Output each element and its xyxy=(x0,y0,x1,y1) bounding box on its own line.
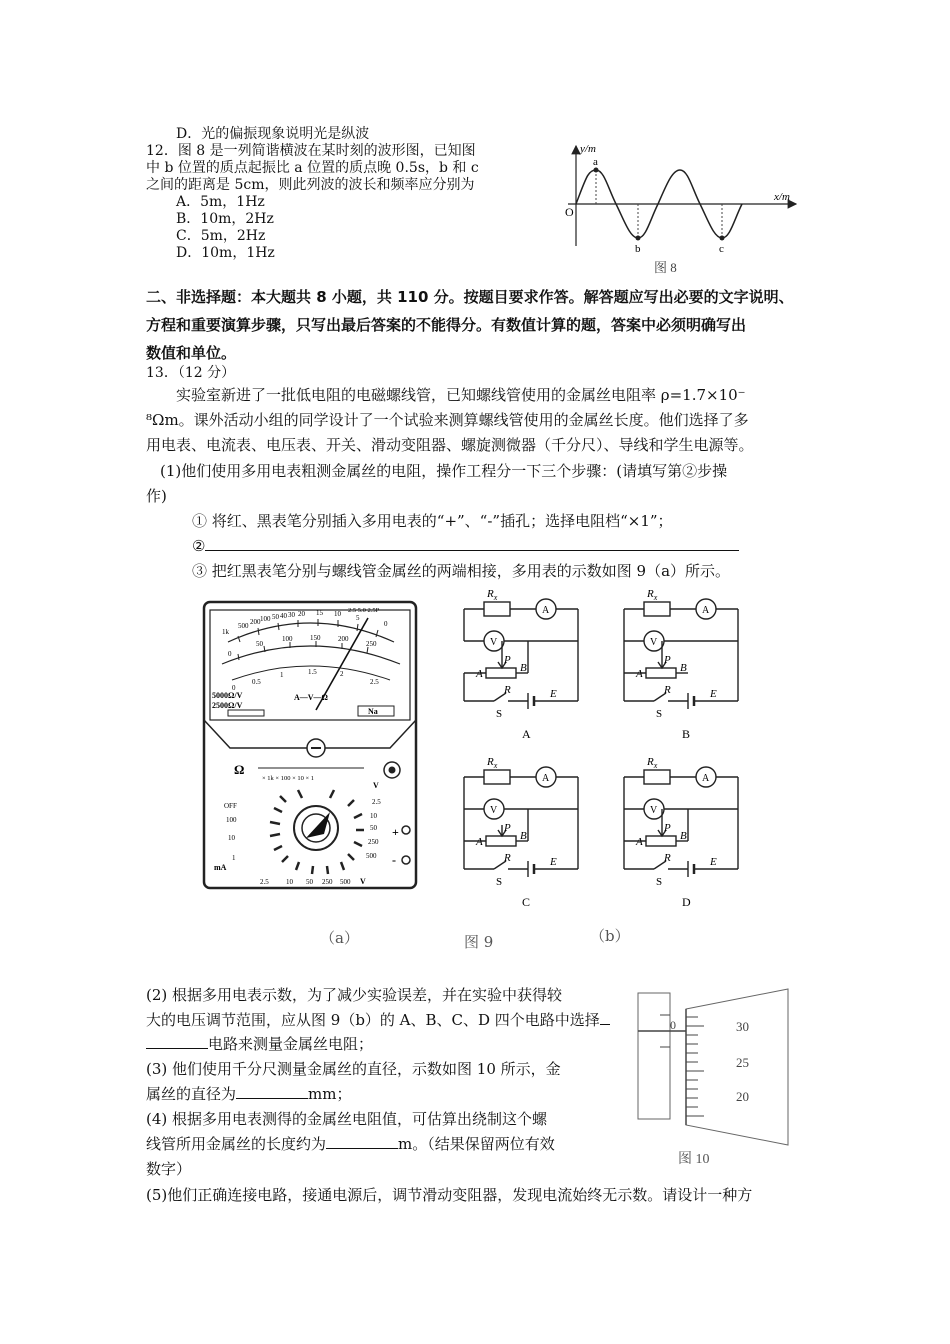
diameter-blank[interactable] xyxy=(236,1085,308,1099)
circuit-b xyxy=(624,588,738,741)
q12-stem-line-1: 12．图 8 是一列简谐横波在某时刻的波形图，已知图 xyxy=(146,143,476,159)
d-s-label: S xyxy=(656,876,663,888)
d-end-a-label: A xyxy=(636,836,643,848)
c-s-label: S xyxy=(496,876,503,888)
a-slider-label: P xyxy=(504,654,511,666)
circuit-choice-blank[interactable] xyxy=(146,1035,208,1049)
q13-step3: ③ 把红黑表笔分别与螺线管金属丝的两端相接，多用表的示数如图 9（a）所示。 xyxy=(192,562,731,580)
fig9-sub-a: （a） xyxy=(320,929,359,947)
rating-2500: 2500Ω/V xyxy=(212,701,243,710)
origin-label: O xyxy=(565,205,574,219)
plus-terminal-label: + xyxy=(392,825,399,839)
q13-part3-2-text: 属丝的直径为 xyxy=(146,1085,237,1103)
circuit-c-label: C xyxy=(522,895,531,909)
q12-option-c: C．5m，2Hz xyxy=(176,228,266,244)
mid-tick-200: 200 xyxy=(338,635,349,643)
ohm-tick-15: 15 xyxy=(316,609,323,617)
a-ammeter-label: A xyxy=(542,605,550,616)
a-rx-label: $R_x$ xyxy=(487,588,498,602)
ohm-tick-500: 500 xyxy=(238,622,249,630)
ohm-tick-0: 0 xyxy=(384,620,388,628)
q13-step1: ① 将红、黑表笔分别插入多用电表的“+”、“-”插孔；选择电阻档“×1”； xyxy=(192,512,673,530)
ohm-tick-30: 30 xyxy=(288,611,295,619)
c-voltmeter-label: V xyxy=(490,805,498,816)
low-tick-0-5: 0.5 xyxy=(252,678,261,686)
c-rx-label: $R_x$ xyxy=(487,756,498,770)
q11-option-d: D．光的偏振现象说明光是纵波 xyxy=(176,126,370,142)
q12-stem-line-3: 之间的距离是 5cm，则此列波的波长和频率应分别为 xyxy=(146,177,475,193)
length-blank[interactable] xyxy=(326,1135,398,1149)
q13-part5: (5)他们正确连接电路，接通电源后，调节滑动变阻器，发现电流始终无示数。请设计一种方 xyxy=(146,1186,753,1204)
figure-9b-circuits xyxy=(456,583,756,913)
step2-answer-blank[interactable] xyxy=(205,537,739,551)
q13-header: 13．（12 分） xyxy=(146,365,236,381)
q13-part1-1: (1)他们使用多用电表粗测金属丝的电阻，操作工程分一下三个步骤：(请填写第②步操 xyxy=(160,462,728,480)
c-slider-label: P xyxy=(504,822,511,834)
point-b xyxy=(636,236,641,241)
q13-part3-2-unit: mm； xyxy=(308,1085,352,1103)
q13-part2-2-text: 大的电压调节范围，应从图 9（b）的 A、B、C、D 四个电路中选择 xyxy=(146,1011,600,1029)
figure-8-wave xyxy=(548,138,804,278)
low-tick-0: 0 xyxy=(232,684,236,692)
right-label-10: 10 xyxy=(370,812,377,820)
ohm-tick-200: 200 xyxy=(250,618,261,626)
q12-option-b: B．10m，2Hz xyxy=(176,211,274,227)
ohm-tick-100: 100 xyxy=(260,615,271,623)
mid-tick-250: 250 xyxy=(366,640,377,648)
low-tick-2-5: 2.5 xyxy=(370,678,379,686)
x-axis-label: x/m xyxy=(774,191,790,203)
b-end-b-label: B xyxy=(680,662,687,674)
label-c: c xyxy=(719,243,724,255)
b-e-label: E xyxy=(710,688,717,700)
q13-part2-2 xyxy=(146,1010,610,1030)
fig10-zero: 0 xyxy=(670,1018,676,1032)
fig9-sub-b: （b） xyxy=(590,927,630,945)
v-unit-top: V xyxy=(373,781,379,790)
left-label-100: 100 xyxy=(226,816,237,824)
bottom-label-250: 250 xyxy=(322,878,333,886)
label-a: a xyxy=(593,156,598,168)
low-tick-1: 1 xyxy=(280,671,284,679)
bottom-label-2-5: 2.5 xyxy=(260,878,269,886)
ma-unit: mA xyxy=(214,863,227,872)
right-label-500: 500 xyxy=(366,852,377,860)
minus-terminal[interactable] xyxy=(402,856,410,864)
ohm-tick-20: 20 xyxy=(298,610,305,618)
figure-10-micrometer xyxy=(628,985,808,1171)
b-ammeter-label: A xyxy=(702,605,710,616)
q13-part4-3: 数字） xyxy=(146,1160,192,1178)
ohm-tick-10: 10 xyxy=(334,610,341,618)
top-right-ticks: 2.5 5.0 2.5P xyxy=(348,607,380,614)
mid-tick-0: 0 xyxy=(228,650,232,658)
q13-part3-2 xyxy=(146,1084,351,1104)
point-a xyxy=(594,168,599,173)
a-s-label: S xyxy=(496,708,503,720)
ohm-tick-50: 50 xyxy=(272,613,279,621)
v-unit-bottom: V xyxy=(360,877,366,886)
q13-step2 xyxy=(192,536,739,556)
figure-9a-multimeter xyxy=(198,598,422,894)
c-end-a-label: A xyxy=(476,836,483,848)
circuit-a xyxy=(464,588,578,741)
section2-line-3: 数值和单位。 xyxy=(146,344,237,362)
fig10-caption: 图 10 xyxy=(678,1152,710,1167)
right-label-250: 250 xyxy=(368,838,379,846)
circuit-d xyxy=(624,756,738,909)
bottom-label-50: 50 xyxy=(306,878,313,886)
circuit-a-label: A xyxy=(522,727,531,741)
omega-symbol: Ω xyxy=(234,762,245,777)
mid-tick-150: 150 xyxy=(310,634,321,642)
fig10-tick-25: 25 xyxy=(736,1055,749,1070)
q13-part3-1: (3) 他们使用千分尺测量金属丝的直径，示数如图 10 所示，金 xyxy=(146,1060,561,1078)
b-r-label: R xyxy=(664,684,671,696)
q13-intro-2: ⁸Ωm。课外活动小组的同学设计了一个试验来测算螺线管使用的金属丝长度。他们选择了多 xyxy=(146,411,749,429)
d-end-b-label: B xyxy=(680,830,687,842)
q12-option-a: A．5m，1Hz xyxy=(176,194,265,210)
circuit-d-label: D xyxy=(682,895,691,909)
q12-stem-line-2: 中 b 位置的质点起振比 a 位置的质点晚 0.5s，b 和 c xyxy=(146,160,479,176)
section2-line-1: 二、非选择题：本大题共 8 小题，共 110 分。按题目要求作答。解答题应写出必要的文字说明、 xyxy=(146,288,794,306)
center-mark: A—V—Ω xyxy=(294,693,328,702)
left-label-10: 10 xyxy=(228,834,235,842)
d-ammeter-label: A xyxy=(702,773,710,784)
q12-option-d: D．10m，1Hz xyxy=(176,245,275,261)
a-voltmeter-label: V xyxy=(490,637,498,648)
q13-part2-3-text: 电路来测量金属丝电阻； xyxy=(208,1035,374,1053)
range-multipliers: × 1k × 100 × 10 × 1 xyxy=(262,775,315,782)
left-label-1: 1 xyxy=(232,854,236,862)
point-c xyxy=(720,236,725,241)
fig10-tick-30: 30 xyxy=(736,1019,749,1034)
a-end-a-label: A xyxy=(476,668,483,680)
bottom-label-500: 500 xyxy=(340,878,351,886)
b-s-label: S xyxy=(656,708,663,720)
q13-step2-number: ② xyxy=(192,537,206,555)
bottom-label-10: 10 xyxy=(286,878,293,886)
q13-part2-1: (2) 根据多用电表示数，为了减少实验误差，并在实验中获得较 xyxy=(146,986,563,1004)
q13-intro-3: 用电表、电流表、电压表、开关、滑动变阻器、螺旋测微器（千分尺）、导线和学生电源等。 xyxy=(146,436,754,454)
d-rx-label: $R_x$ xyxy=(647,756,658,770)
c-end-b-label: B xyxy=(520,830,527,842)
q13-part4-2 xyxy=(146,1134,555,1154)
circuit-c xyxy=(464,756,578,909)
low-tick-1-5: 1.5 xyxy=(308,668,317,676)
minus-terminal-label: - xyxy=(392,853,396,867)
q13-part2-3 xyxy=(146,1034,373,1054)
q13-part4-2-text: 线管所用金属丝的长度约为 xyxy=(146,1135,327,1153)
circuit-b-label: B xyxy=(682,727,691,741)
left-label-off: OFF xyxy=(224,802,237,810)
na-label: Na xyxy=(368,707,378,716)
d-voltmeter-label: V xyxy=(650,805,658,816)
figure-8-caption: 图 8 xyxy=(654,260,677,275)
plus-terminal[interactable] xyxy=(402,826,410,834)
section2-line-2: 方程和重要演算步骤，只写出最后答案的不能得分。有数值计算的题，答案中必须明确写出 xyxy=(146,316,747,334)
right-label-50: 50 xyxy=(370,824,377,832)
c-ammeter-label: A xyxy=(542,773,550,784)
d-e-label: E xyxy=(710,856,717,868)
rating-5000: 5000Ω/V xyxy=(212,691,243,700)
ohm-tick-1k: 1k xyxy=(222,628,229,636)
mid-tick-100: 100 xyxy=(282,635,293,643)
ohm-tick-40: 40 xyxy=(280,612,287,620)
a-end-b-label: B xyxy=(520,662,527,674)
a-r-label: R xyxy=(504,684,511,696)
c-e-label: E xyxy=(550,856,557,868)
y-axis-label: y/m xyxy=(580,143,596,155)
mid-tick-50: 50 xyxy=(256,640,263,648)
b-end-a-label: A xyxy=(636,668,643,680)
fig10-tick-20: 20 xyxy=(736,1089,749,1104)
ohm-tick-5: 5 xyxy=(356,614,360,622)
b-slider-label: P xyxy=(664,654,671,666)
q13-intro-1: 实验室新进了一批低电阻的电磁螺线管，已知螺线管使用的金属丝电阻率 ρ=1.7×10⁻ xyxy=(176,386,746,404)
fig9-caption: 图 9 xyxy=(464,933,494,951)
b-voltmeter-label: V xyxy=(650,637,658,648)
d-slider-label: P xyxy=(664,822,671,834)
q13-part4-1: (4) 根据多用电表测得的金属丝电阻值，可估算出绕制这个螺 xyxy=(146,1110,548,1128)
right-label-2-5: 2.5 xyxy=(372,798,381,806)
a-e-label: E xyxy=(550,688,557,700)
c-r-label: R xyxy=(504,852,511,864)
d-r-label: R xyxy=(664,852,671,864)
q13-part4-2-tail: m。（结果保留两位有效 xyxy=(398,1135,555,1153)
b-rx-label: $R_x$ xyxy=(647,588,658,602)
label-b: b xyxy=(635,243,641,255)
low-tick-2: 2 xyxy=(340,670,344,678)
q13-part1-2: 作) xyxy=(146,487,167,505)
